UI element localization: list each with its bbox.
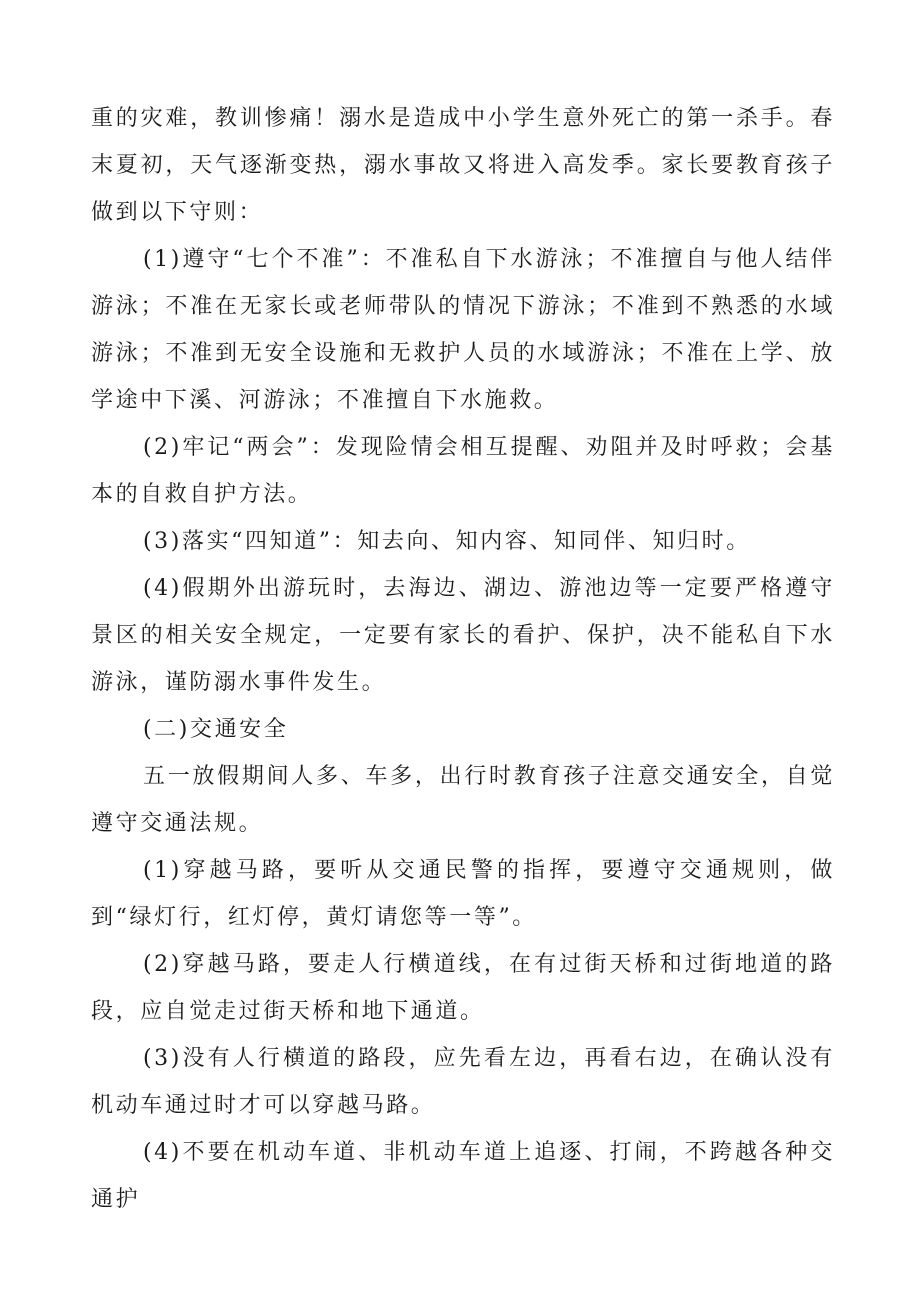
paragraph-traffic-rule-1: (1)穿越马路，要听从交通民警的指挥，要遵守交通规则，做到“绿灯行，红灯停，黄灯请您等一等”。 <box>91 858 835 930</box>
section-heading-traffic-safety: (二)交通安全 <box>143 717 289 742</box>
document-body <box>91 95 835 1223</box>
paragraph-traffic-rule-3: (3)没有人行横道的路段，应先看左边，再看右边，在确认没有机动车通过时才可以穿越马路。 <box>91 1046 835 1118</box>
paragraph-traffic-intro: 五一放假期间人多、车多，出行时教育孩子注意交通安全，自觉遵守交通法规。 <box>91 764 835 836</box>
paragraph-travel-safety: (4)假期外出游玩时，去海边、湖边、游池边等一定要严格遵守景区的相关安全规定，一定要有家长的看护、保护，决不能私自下水游泳，谨防溺水事件发生。 <box>91 576 835 695</box>
paragraph-drowning-intro: 重的灾难，教训惨痛！溺水是造成中小学生意外死亡的第一杀手。春末夏初，天气逐渐变热，溺水事故又将进入高发季。家长要教育孩子做到以下守则： <box>91 106 835 225</box>
paragraph-seven-rules: (1)遵守“七个不准”：不准私自下水游泳；不准擅自与他人结伴游泳；不准在无家长或老师带队的情况下游泳；不准到不熟悉的水域游泳；不准到无安全设施和无救护人员的水域游泳；不准在上学、放学途中下溪、河游泳；不准擅自下水施救。 <box>91 247 835 413</box>
paragraph-traffic-rule-4: (4)不要在机动车道、非机动车道上追逐、打闹，不跨越各种交通护 <box>91 1140 835 1212</box>
paragraph-two-skills: (2)牢记“两会”：发现险情会相互提醒、劝阻并及时呼救；会基本的自救自护方法。 <box>91 435 835 507</box>
paragraph-traffic-rule-2: (2)穿越马路，要走人行横道线，在有过街天桥和过街地道的路段，应自觉走过街天桥和地下通道。 <box>91 952 835 1024</box>
paragraph-four-knows: (3)落实“四知道”：知去向、知内容、知同伴、知归时。 <box>143 529 751 554</box>
